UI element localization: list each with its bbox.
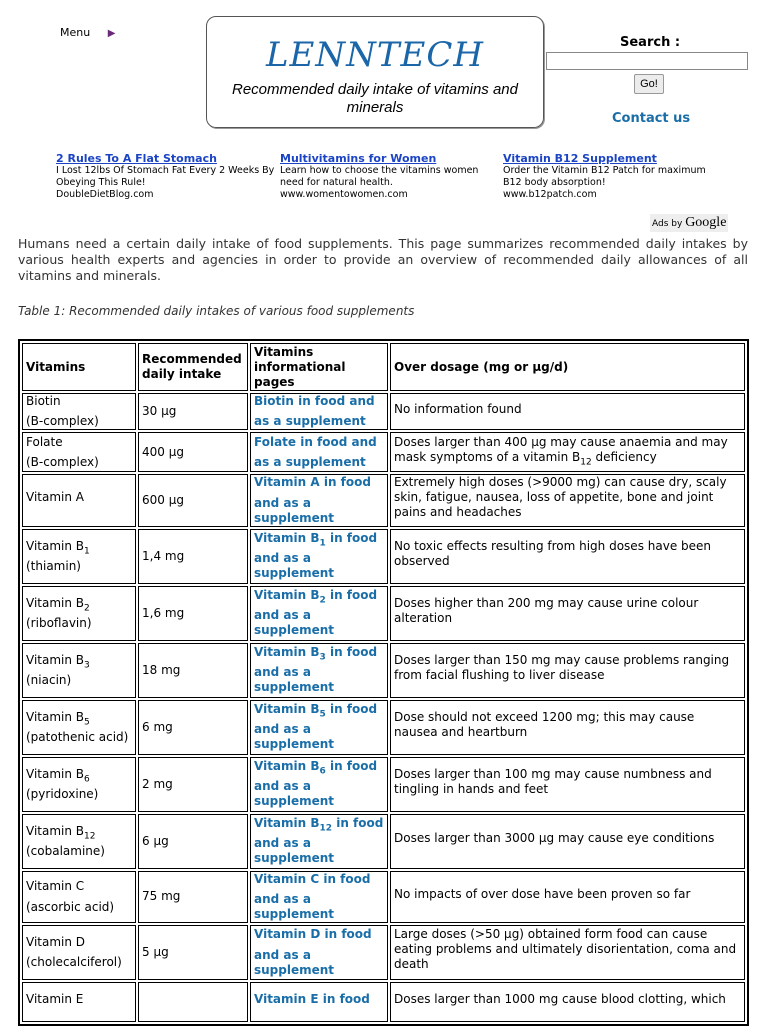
- overdose-text: No information found: [394, 401, 522, 416]
- vitamin-name: Vitamin B: [26, 652, 85, 667]
- info-link[interactable]: [254, 531, 377, 580]
- overdose-text: Doses larger than 100 mg may cause numbness and tingling in hands and feet: [394, 766, 712, 796]
- vitamin-alt-name: (patothenic acid): [26, 729, 129, 744]
- cell-overdose: [390, 432, 745, 472]
- overdose-text: Extremely high doses (>9000 mg) can cause dry, scaly skin, fatigue, nausea, loss of appetite, bone and joint pains and headaches: [394, 475, 727, 520]
- header-banner: [206, 16, 544, 128]
- vitamin-subscript: 12: [84, 830, 96, 841]
- ad-block[interactable]: [503, 153, 723, 201]
- cell-vitamin: [22, 432, 136, 472]
- info-link-part[interactable]: in food and as a supplement: [254, 702, 378, 752]
- cell-intake: 5 µg: [138, 925, 248, 980]
- cell-info-link[interactable]: [250, 982, 388, 1022]
- info-link-part[interactable]: Vitamin B: [254, 759, 320, 774]
- cell-overdose: [390, 393, 745, 430]
- vitamin-alt-name: (niacin): [26, 672, 72, 687]
- search-label: Search :: [620, 35, 681, 50]
- cell-vitamin: [22, 643, 136, 698]
- vitamin-alt-name: (ascorbic acid): [26, 899, 115, 914]
- info-link[interactable]: [254, 759, 377, 808]
- vitamin-alt-name: (riboflavin): [26, 615, 92, 630]
- table-row: [22, 586, 745, 641]
- search-go-button[interactable]: Go!: [634, 74, 664, 94]
- overdose-text: Doses higher than 200 mg may cause urine colour alteration: [394, 595, 699, 625]
- menu-link[interactable]: [60, 26, 115, 39]
- info-link-part[interactable]: in food and as a supplement: [254, 588, 378, 638]
- vitamin-name: Vitamin D: [26, 934, 86, 949]
- info-link[interactable]: [254, 927, 372, 976]
- cell-vitamin: [22, 982, 136, 1022]
- info-link[interactable]: [254, 702, 377, 751]
- vitamin-alt-name: (B-complex): [26, 414, 99, 429]
- google-logo: Google: [685, 215, 727, 230]
- cell-intake: 1,6 mg: [138, 586, 248, 641]
- info-link-part[interactable]: in food and as a supplement: [254, 871, 371, 922]
- vitamin-alt-name: (thiamin): [26, 558, 81, 573]
- cell-overdose: [390, 586, 745, 641]
- overdose-text: No toxic effects resulting from high doses have been observed: [394, 538, 712, 568]
- lenntech-logo[interactable]: LENNTECH: [265, 35, 485, 75]
- cell-info-link[interactable]: [250, 529, 388, 584]
- cell-overdose: [390, 814, 745, 869]
- cell-info-link[interactable]: [250, 814, 388, 869]
- vitamin-name: Vitamin B: [26, 538, 85, 553]
- info-link-subscript[interactable]: 6: [319, 766, 326, 777]
- info-link-part[interactable]: in food and as a supplement: [254, 816, 384, 866]
- overdose-text: Dose should not exceed 1200 mg; this may cause nausea and heartburn: [394, 709, 695, 739]
- cell-intake: 1,4 mg: [138, 529, 248, 584]
- table-row: [22, 871, 745, 923]
- table-row: [22, 474, 745, 526]
- ad-title[interactable]: Multivitamins for Women: [280, 152, 437, 165]
- cell-intake: 2 mg: [138, 757, 248, 812]
- cell-info-link[interactable]: [250, 757, 388, 812]
- info-link-part[interactable]: Vitamin B: [254, 816, 320, 831]
- vitamin-alt-name: (cobalamine): [26, 843, 105, 858]
- vitamin-name: Vitamin B: [26, 766, 85, 781]
- info-link-part[interactable]: Vitamin B: [254, 531, 320, 546]
- table-row: [22, 393, 745, 430]
- overdose-text: No impacts of over dose have been proven so far: [394, 886, 691, 901]
- info-link-part[interactable]: Vitamin B: [254, 588, 320, 603]
- info-link[interactable]: [254, 872, 370, 921]
- ad-url[interactable]: www.b12patch.com: [503, 189, 597, 200]
- table-row: [22, 529, 745, 584]
- table-row: [22, 982, 745, 1022]
- vitamin-subscript: 6: [84, 773, 90, 784]
- table-header-row: [22, 343, 745, 391]
- info-link[interactable]: [254, 992, 370, 1006]
- ad-url[interactable]: www.womentowomen.com: [280, 189, 408, 200]
- vitamin-name: Biotin: [26, 394, 61, 408]
- ads-by-google[interactable]: [650, 214, 728, 232]
- overdose-text: Large doses (>50 µg) obtained form food can cause eating problems and ultimately disorientation, coma and death: [394, 927, 737, 972]
- info-link-part[interactable]: in food: [318, 991, 370, 1006]
- info-link-part[interactable]: Vitamin A: [254, 475, 320, 490]
- menu-label: Menu: [60, 26, 91, 39]
- ads-by-prefix: Ads by: [652, 219, 683, 229]
- info-link[interactable]: [254, 475, 371, 524]
- vitamin-name: Vitamin B: [26, 823, 85, 838]
- vitamin-name: Vitamin A: [26, 490, 84, 505]
- info-link-subscript[interactable]: 12: [319, 823, 333, 834]
- cell-overdose: [390, 982, 745, 1022]
- overdose-text: deficiency: [591, 449, 657, 464]
- cell-intake: 6 µg: [138, 814, 248, 869]
- table-row: [22, 925, 745, 980]
- info-link-subscript[interactable]: 2: [319, 595, 326, 606]
- cell-intake: [138, 982, 248, 1022]
- cell-vitamin: [22, 814, 136, 869]
- ad-text: Learn how to choose the vitamins women need for natural health.: [280, 165, 479, 188]
- info-link[interactable]: [254, 435, 377, 469]
- table-row: [22, 643, 745, 698]
- cell-vitamin: [22, 586, 136, 641]
- info-link-part[interactable]: Vitamin B: [254, 702, 320, 717]
- info-link-subscript[interactable]: 3: [319, 652, 326, 663]
- info-link-part[interactable]: in food and as a supplement: [254, 645, 378, 695]
- cell-vitamin: [22, 700, 136, 755]
- cell-vitamin: [22, 393, 136, 430]
- table-caption: Table 1: Recommended daily intakes of various food supplements: [18, 304, 415, 318]
- header-overdose: Over dosage (mg or µg/d): [390, 343, 745, 391]
- overdose-text: Doses larger than 150 mg may cause problems ranging from facial flushing to liver disease: [394, 652, 730, 682]
- info-link-part[interactable]: in food and as a supplement: [254, 531, 378, 581]
- contact-link[interactable]: Contact us: [612, 111, 691, 126]
- table-row: [22, 700, 745, 755]
- cell-info-link[interactable]: [250, 643, 388, 698]
- vitamin-alt-name: (B-complex): [26, 455, 99, 470]
- cell-info-link[interactable]: [250, 925, 388, 980]
- info-link-part[interactable]: Biotin: [254, 394, 294, 408]
- info-link[interactable]: [254, 394, 375, 428]
- info-link[interactable]: [254, 816, 383, 865]
- info-link-part[interactable]: in food and as a supplement: [254, 927, 372, 977]
- cell-intake: 400 µg: [138, 432, 248, 472]
- info-link[interactable]: [254, 645, 377, 694]
- info-link-part[interactable]: Vitamin E: [254, 991, 319, 1006]
- info-link-part[interactable]: in food and as a supplement: [254, 759, 378, 809]
- overdose-text: Doses larger than 3000 µg may cause eye conditions: [394, 831, 715, 846]
- cell-overdose: [390, 757, 745, 812]
- info-link-part[interactable]: in food and as a supplement: [254, 394, 375, 429]
- cell-overdose: [390, 643, 745, 698]
- cell-vitamin: [22, 474, 136, 526]
- cell-intake: 18 mg: [138, 643, 248, 698]
- info-link[interactable]: [254, 588, 377, 637]
- cell-vitamin: [22, 529, 136, 584]
- arrow-right-icon: ▶: [107, 28, 116, 39]
- info-link-part[interactable]: Vitamin D: [254, 927, 321, 942]
- header-vitamins: Vitamins: [22, 343, 136, 391]
- ad-text: I Lost 12lbs Of Stomach Fat Every 2 Weeks By Obeying This Rule!: [56, 165, 275, 188]
- vitamin-alt-name: (cholecalciferol): [26, 955, 122, 970]
- info-link-part[interactable]: Folate: [254, 434, 297, 449]
- cell-vitamin: [22, 871, 136, 923]
- cell-info-link[interactable]: [250, 432, 388, 472]
- cell-overdose: [390, 700, 745, 755]
- ad-title[interactable]: 2 Rules To A Flat Stomach: [56, 152, 217, 165]
- table-row: [22, 814, 745, 869]
- page-title: Recommended daily intake of vitamins and minerals: [232, 81, 518, 116]
- info-link-subscript[interactable]: 1: [319, 538, 326, 549]
- overdose-text: Doses larger than 400 µg may cause anaemia and may mask symptoms of a vitamin B: [394, 434, 728, 464]
- table-row: [22, 757, 745, 812]
- info-link-part[interactable]: in food and as a supplement: [254, 434, 377, 470]
- cell-intake: 75 mg: [138, 871, 248, 923]
- vitamin-table: [18, 339, 749, 1026]
- overdose-text: Doses larger than 1000 mg cause blood clotting, which: [394, 991, 726, 1006]
- intro-paragraph: Humans need a certain daily intake of food supplements. This page summarizes recommended daily intakes by various health experts and agencies in order to provide an overview of recommended daily allowances of all vitamins and minerals.: [18, 236, 748, 283]
- cell-overdose: [390, 529, 745, 584]
- vitamin-name: Vitamin E: [26, 991, 84, 1006]
- ad-url[interactable]: DoubleDietBlog.com: [56, 189, 154, 200]
- vitamin-subscript: 1: [84, 545, 90, 556]
- ad-title[interactable]: Vitamin B12 Supplement: [503, 152, 657, 165]
- header-pages: Vitamins informational pages: [250, 343, 388, 391]
- search-input[interactable]: [546, 52, 748, 70]
- cell-intake: 30 µg: [138, 393, 248, 430]
- cell-vitamin: [22, 925, 136, 980]
- cell-intake: 600 µg: [138, 474, 248, 526]
- overdose-subscript: 12: [580, 457, 592, 468]
- cell-info-link[interactable]: [250, 586, 388, 641]
- ad-block[interactable]: [280, 153, 500, 201]
- info-link-part[interactable]: in food and as a supplement: [254, 475, 371, 525]
- ad-block[interactable]: [56, 153, 276, 201]
- cell-intake: 6 mg: [138, 700, 248, 755]
- cell-overdose: [390, 871, 745, 923]
- cell-info-link[interactable]: [250, 393, 388, 430]
- cell-info-link[interactable]: [250, 700, 388, 755]
- info-link-subscript[interactable]: 5: [319, 709, 326, 720]
- vitamin-subscript: 5: [84, 716, 90, 727]
- vitamin-name: Vitamin C: [26, 879, 85, 894]
- info-link-part[interactable]: Vitamin B: [254, 645, 320, 660]
- vitamin-subscript: 3: [84, 659, 90, 670]
- vitamin-name: Vitamin B: [26, 595, 85, 610]
- vitamin-subscript: 2: [84, 602, 90, 613]
- cell-info-link[interactable]: [250, 871, 388, 923]
- vitamin-alt-name: (pyridoxine): [26, 786, 99, 801]
- table-row: [22, 432, 745, 472]
- vitamin-name: Vitamin B: [26, 709, 85, 724]
- info-link-part[interactable]: Vitamin C: [254, 871, 320, 886]
- cell-vitamin: [22, 757, 136, 812]
- vitamin-name: Folate: [26, 434, 63, 449]
- header-intake: Recommended daily intake: [138, 343, 248, 391]
- cell-overdose: [390, 925, 745, 980]
- ad-text: Order the Vitamin B12 Patch for maximum B12 body absorption!: [503, 165, 706, 188]
- cell-overdose: [390, 474, 745, 526]
- cell-info-link[interactable]: [250, 474, 388, 526]
